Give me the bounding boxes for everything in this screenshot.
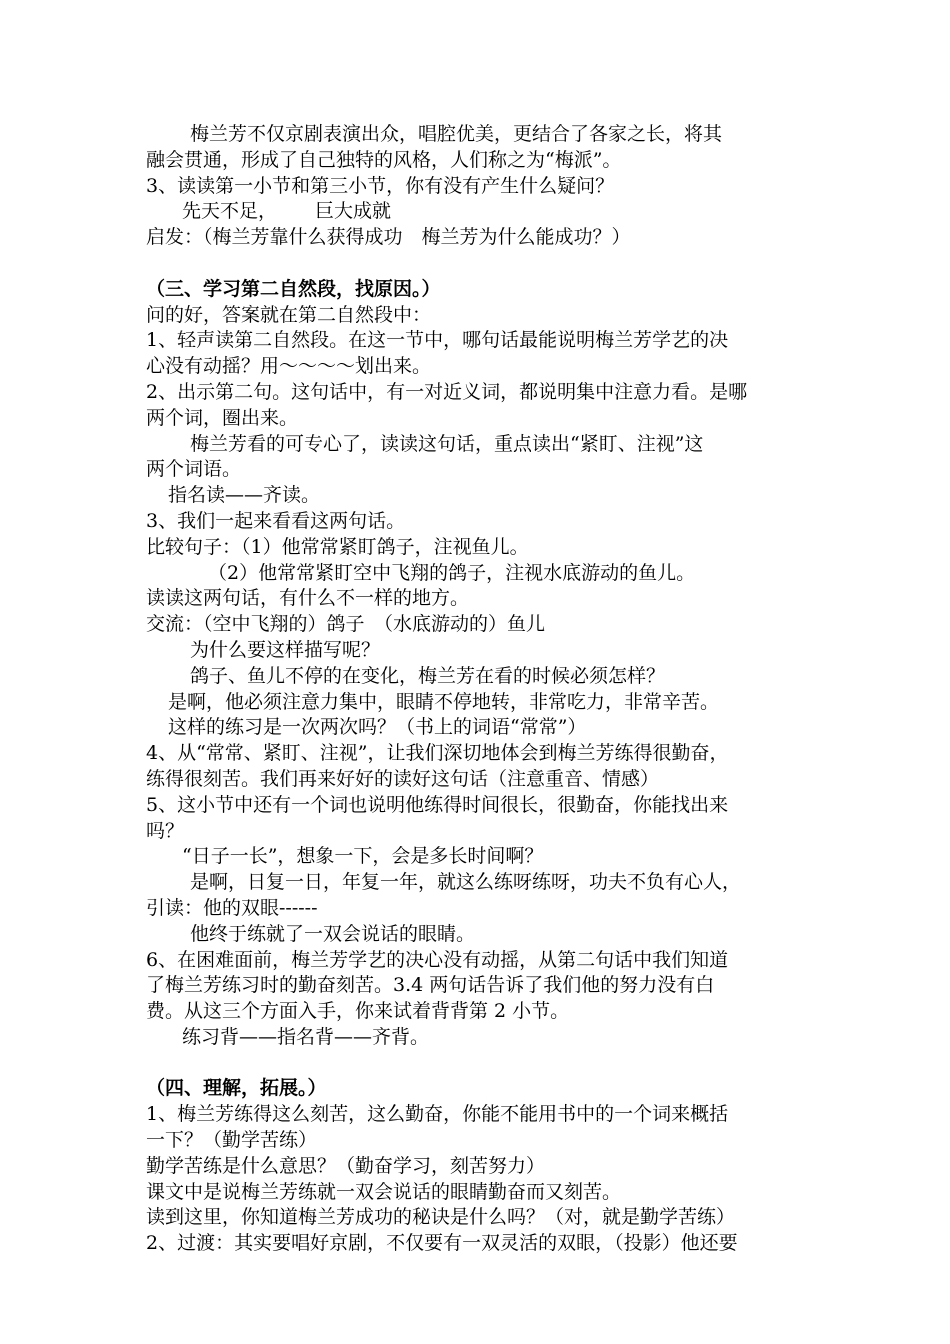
text-line: “日子一长”，想象一下，会是多长时间啊？ [182,845,544,868]
text-fragment: 巨大成就 [315,200,392,223]
text-line: 鸽子、鱼儿不停的在变化，梅兰芳在看的时候必须怎样？ [190,664,666,687]
text-line: 比较句子：（1）他常常紧盯鸽子，注视鱼儿。 [146,535,529,558]
text-line: 引读：他的双眼------ [146,896,318,919]
text-line: 3、我们一起来看看这两句话。 [146,509,406,532]
section-heading: （三、学习第二自然段，找原因。） [146,277,441,300]
text-line: 是啊，他必须注意力集中，眼睛不停地转，非常吃力，非常辛苦。 [168,690,720,713]
blank-line [146,1051,816,1077]
text-line: 交流：（空中飞翔的）鸽子 （水底游动的）鱼儿 [146,613,546,636]
text-line: 2、过渡：其实要唱好京剧，不仅要有一双灵活的双眼，（投影）他还要 [146,1232,738,1255]
text-line: 练习背——指名背——齐背。 [182,1025,430,1048]
text-line: 梅兰芳不仅京剧表演出众，唱腔优美，更结合了各家之长，将其 [190,123,723,145]
text-line: 6、在困难面前，梅兰芳学艺的决心没有动摇，从第二句话中我们知道 [146,948,729,971]
text-line: 4、从“常常、紧盯、注视”，让我们深切地体会到梅兰芳练得很勤奋， [146,742,729,765]
text-line: 读到这里，你知道梅兰芳成功的秘诀是什么吗？（对，就是勤学苦练） [146,1206,736,1229]
text-fragment: 先天不足， [182,200,278,223]
text-line: 一下？（勤学苦练） [146,1129,318,1152]
text-line: 5、这小节中还有一个词也说明他练得时间很长，很勤奋，你能找出来 [146,793,729,816]
text-line: 了梅兰芳练习时的勤奋刻苦。3.4 两句话告诉了我们他的努力没有白 [146,974,715,997]
text-line: 这样的练习是一次两次吗？（书上的词语“常常”） [168,716,587,739]
text-line: 费。从这三个方面入手，你来试着背背第 2 小节。 [146,1000,570,1023]
text-line: 梅兰芳看的可专心了，读读这句话，重点读出“紧盯、注视”这 [190,432,704,455]
text-line: （2）他常常紧盯空中飞翔的鸽子，注视水底游动的鱼儿。 [208,561,696,584]
text-line: 2、出示第二句。这句话中，有一对近义词，都说明集中注意力看。是哪 [146,380,748,403]
text-line: 勤学苦练是什么意思？（勤奋学习，刻苦努力） [146,1154,546,1177]
section-heading: （四、理解，拓展。） [146,1077,327,1100]
text-line: 心没有动摇？用～～～～划出来。 [146,355,432,378]
text-line: 1、梅兰芳练得这么刻苦，这么勤奋，你能不能用书中的一个词来概括 [146,1103,729,1126]
text-line: 融会贯通，形成了自己独特的风格，人们称之为“梅派”。 [146,148,622,171]
text-line: 是啊，日复一日，年复一年，就这么练呀练呀，功夫不负有心人， [190,871,742,894]
blank-line [146,251,816,277]
text-line: 为什么要这样描写呢？ [190,638,381,661]
text-line [146,199,816,225]
text-line: 练得很刻苦。我们再来好好的读好这句话（注意重音、情感） [146,767,660,790]
text-line: 读读这两句话，有什么不一样的地方。 [146,587,470,610]
text-line: 启发：（梅兰芳靠什么获得成功 梅兰芳为什么能成功？） [146,226,631,249]
text-line: 课文中是说梅兰芳练就一双会说话的眼睛勤奋而又刻苦。 [146,1180,622,1203]
text-line: 3、读读第一小节和第三小节，你有没有产生什么疑问？ [146,174,615,197]
text-line: 他终于练就了一双会说话的眼睛。 [190,922,476,945]
text-line: 两个词，圈出来。 [146,406,299,429]
document-page [146,122,816,1257]
text-line: 两个词语。 [146,458,242,481]
text-line: 问的好，答案就在第二自然段中： [146,303,432,326]
text-line: 吗？ [146,819,185,842]
text-line: 1、轻声读第二自然段。在这一节中，哪句话最能说明梅兰芳学艺的决 [146,329,729,352]
text-line: 指名读——齐读。 [168,484,321,507]
